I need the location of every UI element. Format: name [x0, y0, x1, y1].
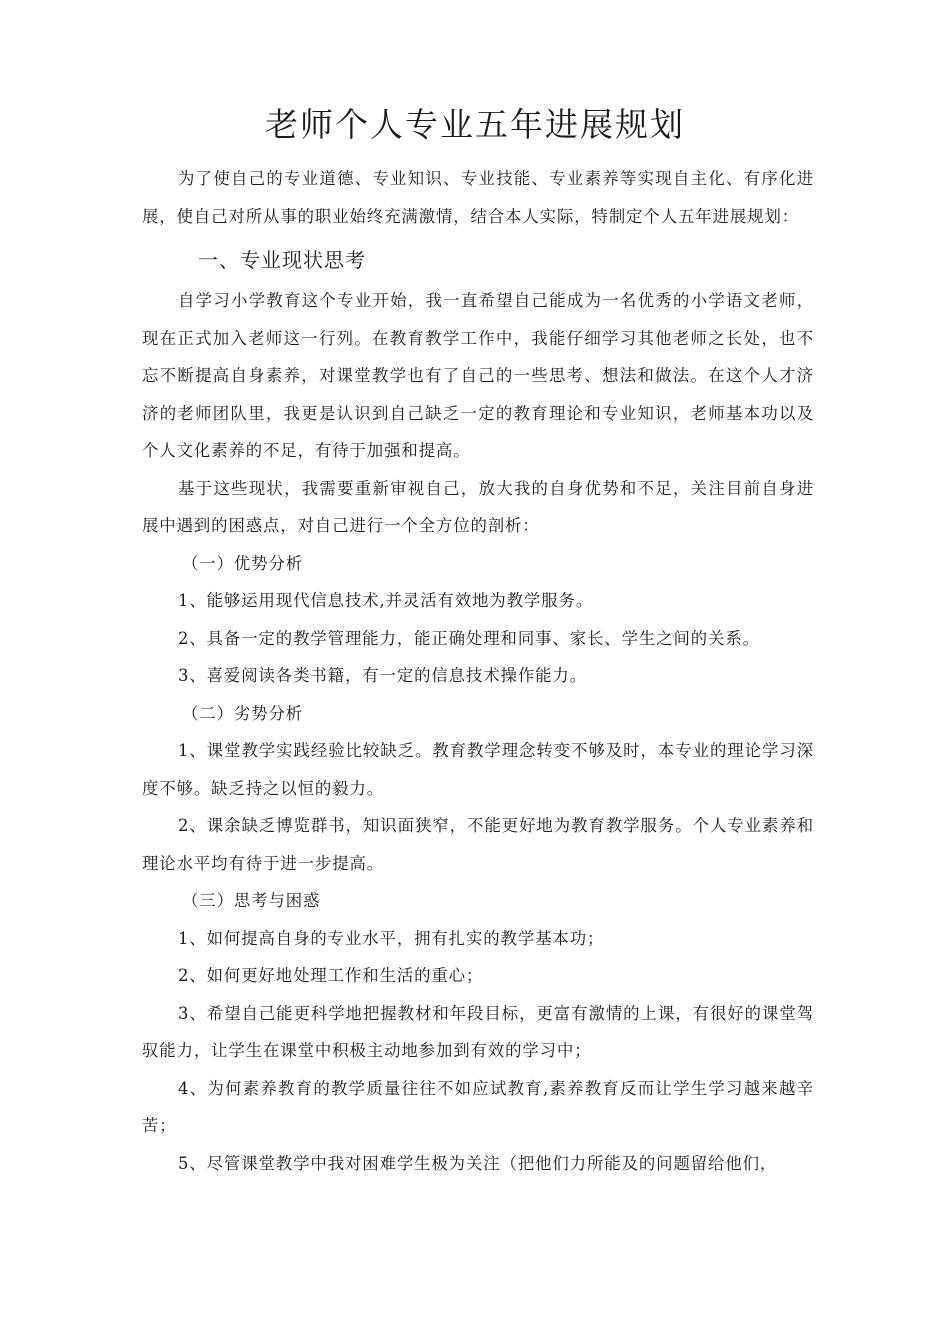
list-item: 1、能够运用现代信息技术,并灵活有效地为教学服务。	[178, 591, 594, 610]
list-item: 1、课堂教学实践经验比较缺乏。教育教学理念转变不够及时，本专业的理论学习深度不够。缺乏持之以恒的毅力。	[142, 741, 814, 798]
strengths-heading: （一）优势分析	[182, 553, 304, 573]
document-title: 老师个人专业五年进展规划	[265, 105, 685, 144]
list-item: 1、如何提高自身的专业水平，拥有扎实的教学基本功；	[178, 928, 605, 948]
section-heading: 一、专业现状思考	[198, 248, 366, 272]
list-item: 2、如何更好地处理工作和生活的重心；	[178, 966, 484, 985]
puzzles-heading: （三）思考与困惑	[182, 891, 321, 910]
analysis-intro-paragraph: 基于这些现状，我需要重新审视自己，放大我的自身优势和不足，关注目前自身进展中遇到的困惑点，对自己进行一个全方位的剖析：	[142, 478, 814, 535]
list-item: 5、尽管课堂教学中我对困难学生极为关注（把他们力所能及的问题留给他们，	[178, 1153, 778, 1173]
document-body	[142, 160, 814, 1182]
list-item: 2、课余缺乏博览群书，知识面狭窄，不能更好地为教育教学服务。个人专业素养和理论水平均有待于进一步提高。	[142, 816, 814, 873]
list-item: 4、为何素养教育的教学质量往往不如应试教育,素养教育反而让学生学习越来越辛苦；	[142, 1078, 814, 1135]
intro-paragraph: 为了使自己的专业道德、专业知识、专业技能、专业素养等实现自主化、有序化进展，使自己对所从事的职业始终充满激情，结合本人实际，特制定个人五年进展规划：	[142, 169, 814, 226]
list-item: 3、喜爱阅读各类书籍，有一定的信息技术操作能力。	[178, 666, 588, 685]
weaknesses-heading: （二）劣势分析	[182, 703, 304, 723]
list-item: 2、具备一定的教学管理能力，能正确处理和同事、家长、学生之间的关系。	[178, 628, 760, 648]
status-paragraph: 自学习小学教育这个专业开始，我一直希望自己能成为一名优秀的小学语文老师，现在正式加入老师这一行列。在教育教学工作中，我能仔细学习其他老师之长处，也不忘不断提高自身素养，对课堂教学也有了自己的一些思考、想法和做法。在这个人才济济的老师团队里，我更是认识到自己缺乏一定的教育理论和专业知识，老师基本功以及个人文化素养的不足，有待于加强和提高。	[142, 291, 814, 460]
list-item: 3、希望自己能更科学地把握教材和年段目标，更富有激情的上课，有很好的课堂驾驭能力，让学生在课堂中积极主动地参加到有效的学习中；	[142, 1003, 814, 1060]
